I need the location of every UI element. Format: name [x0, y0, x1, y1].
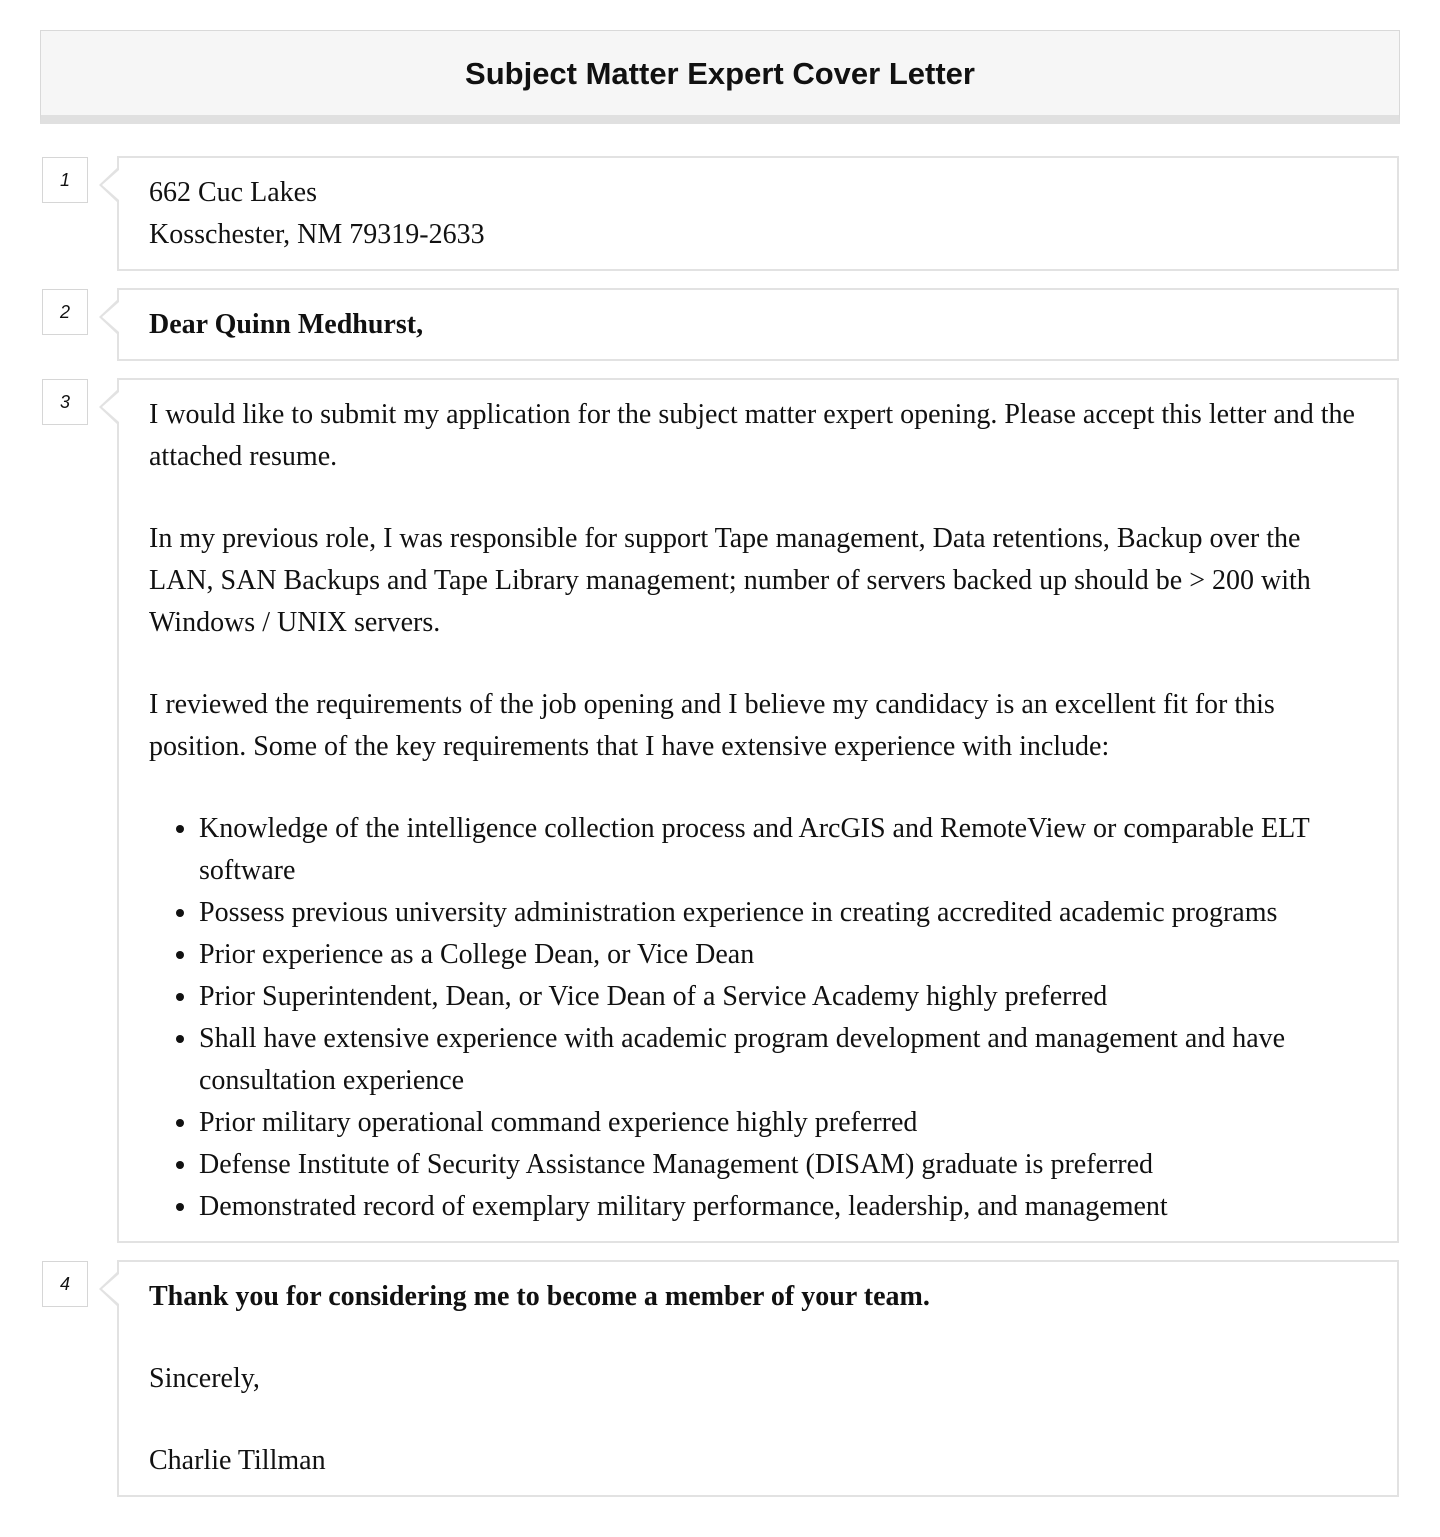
- requirements-list: [149, 808, 1367, 1228]
- experience-paragraph: In my previous role, I was responsible for support Tape management, Data retentions, Backup over the LAN, SAN Backups and Tape Library management; number of servers backed up should be > 200 with Windows / UNIX servers.: [149, 523, 1311, 638]
- address-line-2: Kosschester, NM 79319-2633: [149, 219, 485, 250]
- body-card: [117, 378, 1399, 1243]
- list-item: • Shall have extensive experience with academic program development and management and have consultation experience: [199, 1018, 1367, 1102]
- list-item: • Prior Superintendent, Dean, or Vice Dean of a Service Academy highly preferred: [199, 976, 1367, 1018]
- section-number-badge: 2: [42, 289, 88, 335]
- closing-card: [117, 1260, 1399, 1497]
- address-card: [117, 156, 1399, 271]
- list-item: • Prior military operational command experience highly preferred: [199, 1102, 1367, 1144]
- thank-you-line: Thank you for considering me to become a member of your team.: [149, 1281, 930, 1312]
- signer-name: Charlie Tillman: [149, 1445, 326, 1476]
- signoff: Sincerely,: [149, 1363, 260, 1394]
- list-item: • Knowledge of the intelligence collection process and ArcGIS and RemoteView or comparable ELT software: [199, 808, 1367, 892]
- page-title: Subject Matter Expert Cover Letter: [465, 56, 975, 91]
- section-number-badge: 4: [42, 1261, 88, 1307]
- address-line-1: 662 Cuc Lakes: [149, 177, 317, 208]
- list-item: • Prior experience as a College Dean, or Vice Dean: [199, 934, 1367, 976]
- page-header: [40, 30, 1400, 124]
- intro-paragraph: I would like to submit my application for the subject matter expert opening. Please accept this letter and the attached resume.: [149, 399, 1355, 472]
- list-item: • Defense Institute of Security Assistance Management (DISAM) graduate is preferred: [199, 1144, 1367, 1186]
- greeting-card: [117, 288, 1399, 361]
- section-number-badge: 1: [42, 157, 88, 203]
- requirements-intro-paragraph: I reviewed the requirements of the job opening and I believe my candidacy is an excellent fit for this position. Some of the key requirements that I have extensive experience with include:: [149, 689, 1275, 762]
- list-item: • Possess previous university administration experience in creating accredited academic programs: [199, 892, 1367, 934]
- list-item: • Demonstrated record of exemplary military performance, leadership, and management: [199, 1186, 1367, 1228]
- section-number-badge: 3: [42, 379, 88, 425]
- salutation: Dear Quinn Medhurst,: [149, 309, 424, 340]
